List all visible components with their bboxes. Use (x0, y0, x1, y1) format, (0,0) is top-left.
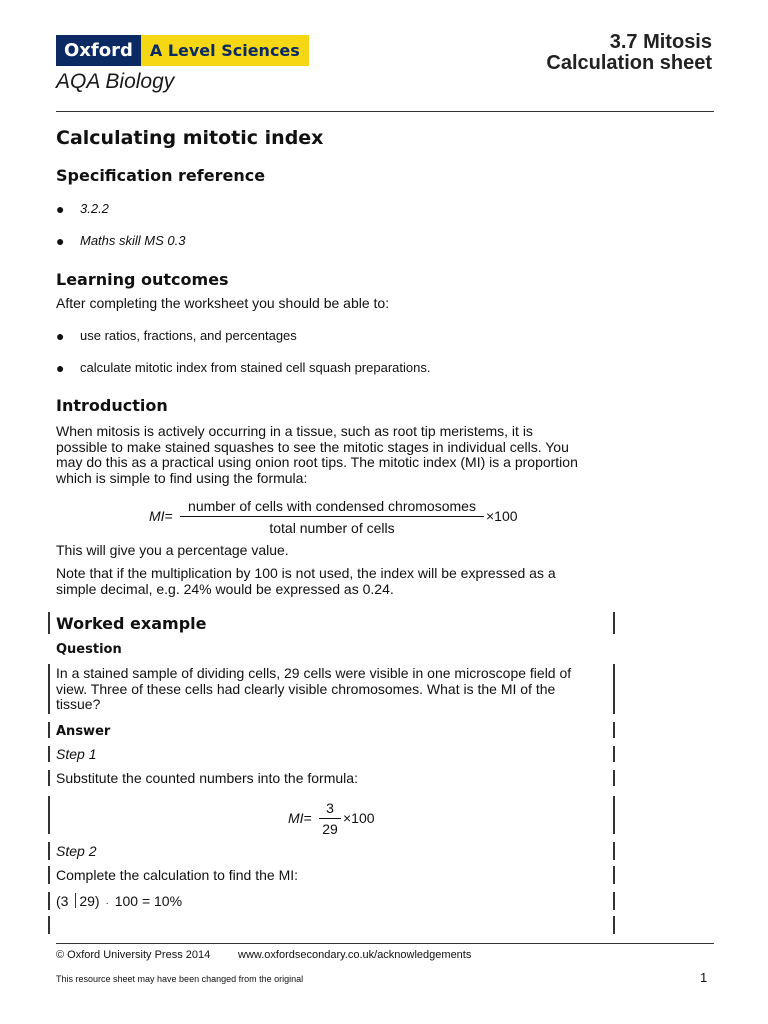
box-border-left (48, 892, 50, 910)
subject-title: AQA Biology (56, 70, 175, 93)
acknowledgements-link[interactable]: www.oxfordsecondary.co.uk/acknowledgements (238, 949, 472, 961)
bullet-icon: ● (56, 328, 65, 344)
formula-lhs: MI= (149, 508, 173, 524)
percentage-note: This will give you a percentage value. (56, 542, 289, 558)
change-notice: This resource sheet may have been changed from the original (56, 974, 304, 984)
box-border-right (613, 612, 615, 634)
step-2-text: Complete the calculation to find the MI: (56, 867, 299, 883)
bullet-icon: ● (56, 201, 65, 217)
fraction-line (319, 818, 341, 819)
formula-2-denominator: 29 (322, 821, 338, 837)
step-2-label: Step 2 (56, 843, 97, 859)
decimal-note: Note that if the multiplication by 100 is not used, the index will be expressed as a simple decimal, e.g. 24% would be expressed as 0.24. (56, 565, 556, 597)
box-border-left (48, 916, 50, 934)
worked-example-heading: Worked example (56, 614, 207, 633)
box-border-left (48, 664, 50, 714)
formula-numerator: number of cells with condensed chromosomes (188, 498, 476, 514)
outcomes-intro: After completing the worksheet you should be able to: (56, 295, 390, 311)
box-border-right (613, 892, 615, 910)
box-border-right (613, 746, 615, 762)
box-border-left (48, 770, 50, 786)
formula-denominator: total number of cells (269, 520, 395, 536)
step-1-text: Substitute the counted numbers into the formula: (56, 770, 358, 786)
introduction-heading: Introduction (56, 396, 168, 415)
formula-2-lhs: MI= (288, 810, 312, 826)
brand-series: A Level Sciences (141, 35, 309, 66)
box-border-left (48, 842, 50, 860)
introduction-paragraph: When mitosis is actively occurring in a tissue, such as root tip meristems, it is possible to make stained squashes to see the mitotic stages in individual cells. You may do this as a practical using onion root tips. The mitotic index (MI) is a proportion which is simple to find using the formula: (56, 423, 578, 486)
formula-2-numerator: 3 (326, 800, 334, 816)
brand-logo (56, 35, 309, 66)
footer-rule (56, 943, 714, 944)
box-border-left (48, 796, 50, 834)
header-rule (56, 111, 714, 112)
spec-heading: Specification reference (56, 166, 266, 185)
multiply-dot: · (105, 898, 109, 909)
box-border-left (48, 746, 50, 762)
calculation-line: (3 29) · 100 = 10% (56, 893, 183, 909)
bullet-icon: ● (56, 233, 65, 249)
box-border-left (48, 612, 50, 634)
box-border-right (613, 916, 615, 934)
page-number: 1 (700, 970, 708, 985)
bullet-icon: ● (56, 360, 65, 376)
box-border-right (613, 722, 615, 738)
box-border-right (613, 842, 615, 860)
fraction-line (180, 516, 484, 517)
question-label: Question (56, 642, 122, 657)
formula-2-multiplier: ×100 (343, 810, 375, 826)
brand-oxford: Oxford (56, 35, 141, 66)
box-border-right (613, 796, 615, 834)
box-border-right (613, 664, 615, 714)
box-border-right (613, 770, 615, 786)
divide-mark (75, 893, 76, 908)
copyright: © Oxford University Press 2014 (56, 949, 211, 961)
answer-label: Answer (56, 724, 111, 739)
formula-multiplier: ×100 (486, 508, 518, 524)
page-title: Calculating mitotic index (56, 127, 324, 149)
question-text: In a stained sample of dividing cells, 29 cells were visible in one microscope field of view. Three of these cells had clearly visible chromosomes. What is the MI of the tissue? (56, 665, 572, 712)
sheet-type-label: Calculation sheet (546, 52, 712, 74)
step-1-label: Step 1 (56, 746, 97, 762)
box-border-left (48, 866, 50, 884)
outcomes-heading: Learning outcomes (56, 270, 229, 289)
chapter-label: 3.7 Mitosis (609, 31, 712, 53)
box-border-right (613, 866, 615, 884)
box-border-left (48, 722, 50, 738)
